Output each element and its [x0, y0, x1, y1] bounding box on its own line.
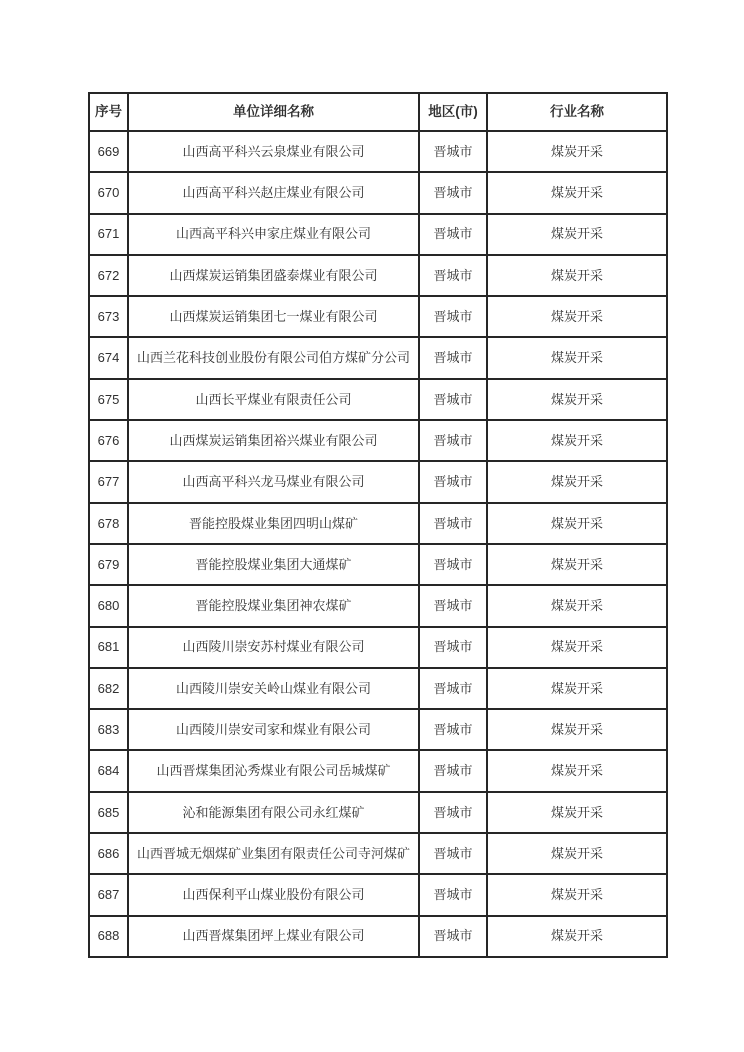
cell-serial-number: 670: [89, 172, 128, 213]
cell-serial-number: 679: [89, 544, 128, 585]
table-row: [89, 172, 667, 213]
table-row: [89, 461, 667, 502]
cell-industry-name: 煤炭开采: [487, 792, 667, 833]
table-row: [89, 214, 667, 255]
cell-region-city: 晋城市: [419, 874, 487, 915]
table-row: [89, 916, 667, 957]
cell-serial-number: 672: [89, 255, 128, 296]
cell-unit-name: 山西陵川崇安苏村煤业有限公司: [128, 627, 419, 668]
cell-serial-number: 680: [89, 585, 128, 626]
table-row: [89, 255, 667, 296]
cell-region-city: 晋城市: [419, 461, 487, 502]
cell-unit-name: 沁和能源集团有限公司永红煤矿: [128, 792, 419, 833]
company-table: [88, 92, 668, 958]
cell-unit-name: 山西陵川崇安司家和煤业有限公司: [128, 709, 419, 750]
cell-industry-name: 煤炭开采: [487, 544, 667, 585]
cell-industry-name: 煤炭开采: [487, 916, 667, 957]
cell-unit-name: 山西煤炭运销集团裕兴煤业有限公司: [128, 420, 419, 461]
cell-region-city: 晋城市: [419, 668, 487, 709]
table-body: [89, 131, 667, 957]
table-row: [89, 544, 667, 585]
cell-region-city: 晋城市: [419, 172, 487, 213]
cell-serial-number: 684: [89, 750, 128, 791]
table-row: [89, 627, 667, 668]
cell-serial-number: 675: [89, 379, 128, 420]
cell-industry-name: 煤炭开采: [487, 255, 667, 296]
cell-industry-name: 煤炭开采: [487, 874, 667, 915]
cell-region-city: 晋城市: [419, 379, 487, 420]
table-row: [89, 503, 667, 544]
table-row: [89, 874, 667, 915]
cell-serial-number: 677: [89, 461, 128, 502]
table-header-row: [89, 93, 667, 131]
cell-industry-name: 煤炭开采: [487, 337, 667, 378]
cell-serial-number: 682: [89, 668, 128, 709]
cell-region-city: 晋城市: [419, 750, 487, 791]
cell-unit-name: 山西保利平山煤业股份有限公司: [128, 874, 419, 915]
cell-industry-name: 煤炭开采: [487, 750, 667, 791]
cell-serial-number: 669: [89, 131, 128, 172]
cell-industry-name: 煤炭开采: [487, 503, 667, 544]
table-row: [89, 420, 667, 461]
table-row: [89, 833, 667, 874]
table-row: [89, 337, 667, 378]
cell-unit-name: 晋能控股煤业集团四明山煤矿: [128, 503, 419, 544]
cell-region-city: 晋城市: [419, 585, 487, 626]
cell-region-city: 晋城市: [419, 709, 487, 750]
cell-serial-number: 676: [89, 420, 128, 461]
cell-unit-name: 山西高平科兴龙马煤业有限公司: [128, 461, 419, 502]
cell-unit-name: 山西陵川崇安关岭山煤业有限公司: [128, 668, 419, 709]
cell-serial-number: 681: [89, 627, 128, 668]
cell-unit-name: 晋能控股煤业集团神农煤矿: [128, 585, 419, 626]
cell-serial-number: 674: [89, 337, 128, 378]
header-industry-name: 行业名称: [487, 93, 667, 131]
header-region-city: 地区(市): [419, 93, 487, 131]
cell-serial-number: 678: [89, 503, 128, 544]
cell-serial-number: 686: [89, 833, 128, 874]
table-row: [89, 668, 667, 709]
cell-unit-name: 山西高平科兴申家庄煤业有限公司: [128, 214, 419, 255]
table-row: [89, 792, 667, 833]
cell-industry-name: 煤炭开采: [487, 172, 667, 213]
table-row: [89, 585, 667, 626]
cell-region-city: 晋城市: [419, 544, 487, 585]
cell-region-city: 晋城市: [419, 255, 487, 296]
cell-unit-name: 山西高平科兴云泉煤业有限公司: [128, 131, 419, 172]
cell-region-city: 晋城市: [419, 833, 487, 874]
cell-unit-name: 山西晋煤集团坪上煤业有限公司: [128, 916, 419, 957]
cell-region-city: 晋城市: [419, 420, 487, 461]
cell-serial-number: 671: [89, 214, 128, 255]
table-row: [89, 750, 667, 791]
header-serial-number: 序号: [89, 93, 128, 131]
cell-serial-number: 683: [89, 709, 128, 750]
cell-unit-name: 山西煤炭运销集团七一煤业有限公司: [128, 296, 419, 337]
cell-region-city: 晋城市: [419, 916, 487, 957]
cell-unit-name: 山西长平煤业有限责任公司: [128, 379, 419, 420]
cell-region-city: 晋城市: [419, 337, 487, 378]
cell-industry-name: 煤炭开采: [487, 461, 667, 502]
cell-industry-name: 煤炭开采: [487, 833, 667, 874]
cell-unit-name: 山西高平科兴赵庄煤业有限公司: [128, 172, 419, 213]
cell-industry-name: 煤炭开采: [487, 709, 667, 750]
cell-unit-name: 山西晋煤集团沁秀煤业有限公司岳城煤矿: [128, 750, 419, 791]
cell-serial-number: 687: [89, 874, 128, 915]
cell-unit-name: 山西晋城无烟煤矿业集团有限责任公司寺河煤矿: [128, 833, 419, 874]
cell-region-city: 晋城市: [419, 792, 487, 833]
cell-region-city: 晋城市: [419, 627, 487, 668]
cell-region-city: 晋城市: [419, 131, 487, 172]
cell-serial-number: 688: [89, 916, 128, 957]
cell-industry-name: 煤炭开采: [487, 379, 667, 420]
cell-unit-name: 晋能控股煤业集团大通煤矿: [128, 544, 419, 585]
cell-industry-name: 煤炭开采: [487, 420, 667, 461]
cell-industry-name: 煤炭开采: [487, 627, 667, 668]
cell-industry-name: 煤炭开采: [487, 585, 667, 626]
table-row: [89, 296, 667, 337]
cell-region-city: 晋城市: [419, 296, 487, 337]
cell-industry-name: 煤炭开采: [487, 214, 667, 255]
header-unit-name: 单位详细名称: [128, 93, 419, 131]
table-row: [89, 709, 667, 750]
cell-region-city: 晋城市: [419, 214, 487, 255]
cell-industry-name: 煤炭开采: [487, 668, 667, 709]
cell-unit-name: 山西兰花科技创业股份有限公司伯方煤矿分公司: [128, 337, 419, 378]
table-row: [89, 379, 667, 420]
cell-serial-number: 673: [89, 296, 128, 337]
table-row: [89, 131, 667, 172]
cell-unit-name: 山西煤炭运销集团盛泰煤业有限公司: [128, 255, 419, 296]
cell-industry-name: 煤炭开采: [487, 131, 667, 172]
cell-serial-number: 685: [89, 792, 128, 833]
cell-industry-name: 煤炭开采: [487, 296, 667, 337]
cell-region-city: 晋城市: [419, 503, 487, 544]
